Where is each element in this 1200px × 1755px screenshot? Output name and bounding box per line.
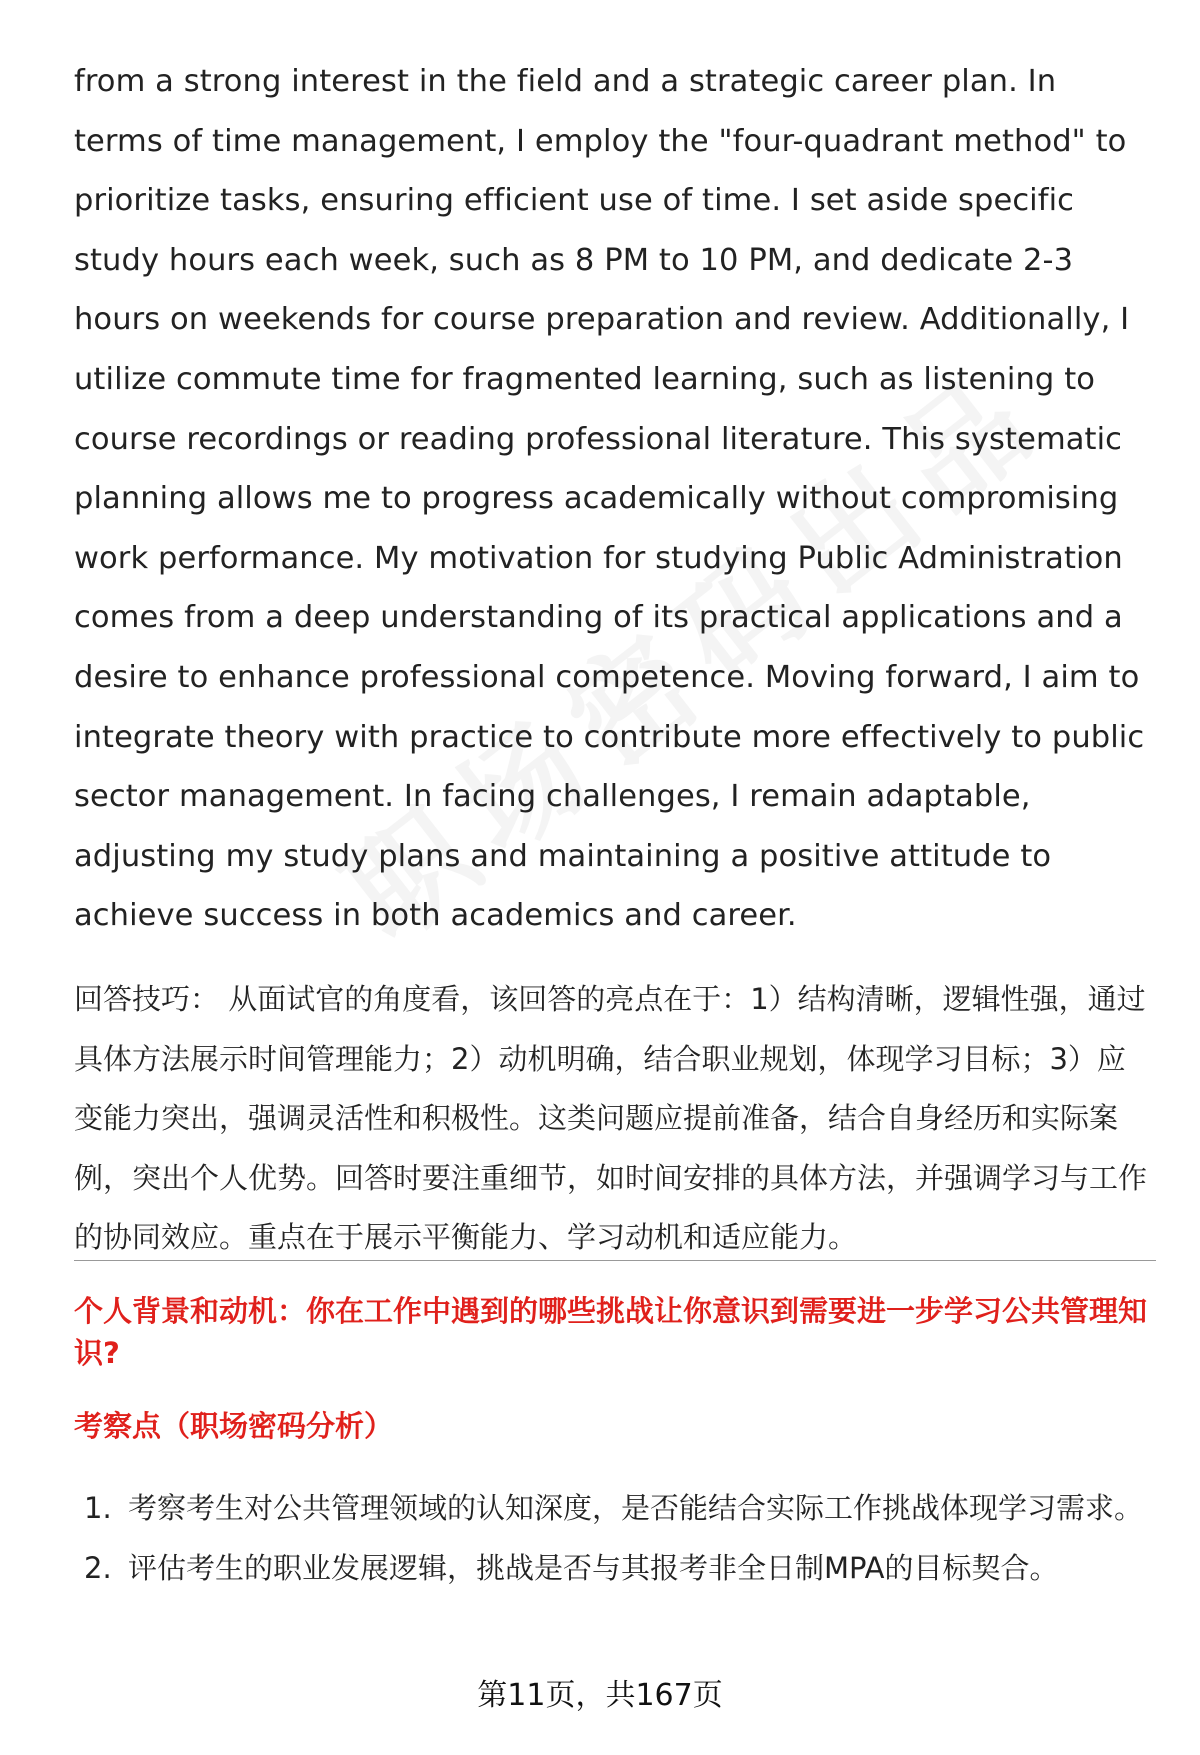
question-title: 个人背景和动机：你在工作中遇到的哪些挑战让你意识到需要进一步学习公共管理知识?	[74, 1294, 1148, 1370]
list-item-text: 评估考生的职业发展逻辑，挑战是否与其报考非全日制MPA的目标契合。	[128, 1550, 1059, 1585]
answer-paragraph: from a strong interest in the field and a strategic career plan. In terms of time management, I employ the "four-quadrant method" to prioritize tasks, ensuring efficient use of time. I set aside specific study hours each week, such as 8 PM to 10 PM, and dedicate 2-3 hours on weekends for course preparation and review. Additionally, I utilize commute time for fragmented learning, such as listening to course recordings or reading professional literature. This systematic planning allows me to progress academically without compromising work performance. My motivation for studying Public Administration comes from a deep understanding of its practical applications and a desire to enhance professional competence. Moving forward, I aim to integrate theory with practice to contribute more effectively to public sector management. In facing challenges, I remain adaptable, adjusting my study plans and maintaining a positive attitude to achieve success in both academics and career.	[74, 64, 1145, 934]
page-number: 第11页，共167页	[477, 1678, 723, 1713]
list-item-text: 考察考生对公共管理领域的认知深度，是否能结合实际工作挑战体现学习需求。	[128, 1491, 1144, 1525]
answer-tips-paragraph: 回答技巧： 从面试官的角度看，该回答的亮点在于：1）结构清晰，逻辑性强，通过具体方法展示时间管理能力；2）动机明确，结合职业规划，体现学习目标；3）应变能力突出，强调灵活性和积极性。这类问题应提前准备，结合自身经历和实际案例，突出个人优势。回答时要注重细节，如时间安排的具体方法，并强调学习与工作的协同效应。重点在于展示平衡能力、学习动机和适应能力。	[74, 981, 1148, 1255]
list-item	[74, 1539, 1156, 1599]
section-divider	[74, 1260, 1156, 1261]
focus-heading: 考察点（职场密码分析）	[74, 1409, 394, 1443]
page-body	[74, 52, 1154, 1268]
list-item-number: 1.	[84, 1491, 112, 1525]
list-item-number: 2.	[84, 1550, 112, 1585]
focus-points-list	[74, 1479, 1156, 1598]
list-item	[74, 1479, 1156, 1539]
